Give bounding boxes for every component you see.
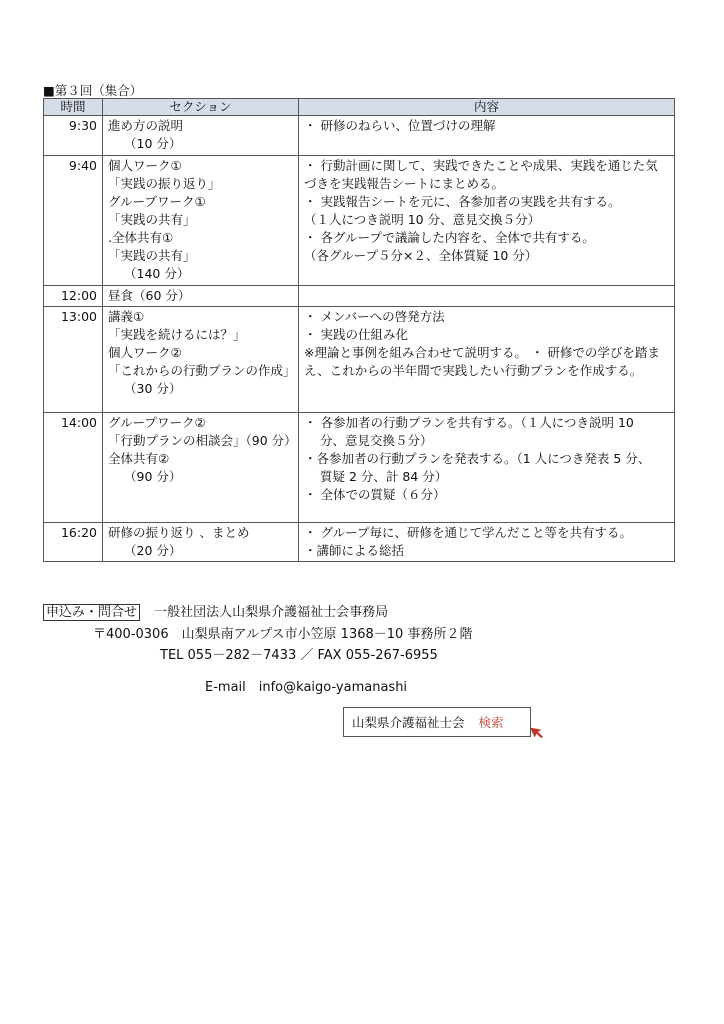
schedule-table [43, 98, 675, 562]
contact-line [43, 602, 388, 623]
row-time: 9:30 [44, 116, 103, 156]
section-line: （30 分） [124, 381, 182, 396]
section-line: （10 分） [124, 136, 182, 151]
section-line: （90 分） [124, 469, 182, 484]
section-line: 「実践の共有」 [108, 248, 196, 263]
row-time: 9:40 [44, 156, 103, 286]
row-time: 16:20 [44, 523, 103, 562]
row-section [103, 307, 299, 413]
row-section [103, 156, 299, 286]
content-line: ・ グループ毎に、研修を通じて学んだこと等を共有する。 [304, 525, 632, 540]
section-line: 「行動プランの相談会」（90 分） [108, 433, 297, 448]
pointer-cursor-icon [530, 722, 550, 745]
header-content: 内容 [299, 99, 675, 116]
row-content [299, 523, 675, 562]
content-line: ・ 各参加者の行動プランを共有する。（１人につき説明 10 [304, 415, 634, 430]
content-line: ※理論と事例を組み合わせて説明する。 ・ 研修での学びを踏まえ、これからの半年間で実践したい行動プランを作成する。 [304, 345, 660, 378]
table-header-row [44, 99, 675, 116]
content-line: ・ 研修のねらい、位置づけの理解 [304, 118, 496, 133]
section-line: 「これからの行動プランの作成」 [108, 363, 296, 378]
row-content [299, 286, 675, 307]
row-content [299, 116, 675, 156]
row-content [299, 156, 675, 286]
content-line: ・ 全体での質疑（６分） [304, 487, 446, 502]
section-title: ■第３回（集合） [43, 83, 143, 98]
section-line: 「実践を続けるには？」 [108, 327, 246, 342]
header-time: 時間 [44, 99, 103, 116]
section-line: 個人ワーク② [108, 345, 182, 360]
table-row [44, 307, 675, 413]
section-line: （20 分） [124, 543, 182, 558]
section-line: （140 分） [124, 266, 190, 281]
table-row [44, 156, 675, 286]
row-time: 12:00 [44, 286, 103, 307]
section-line: 「実践の振り返り」 [108, 176, 221, 191]
section-line: 「実践の共有」 [108, 212, 196, 227]
row-section [103, 286, 299, 307]
content-line: （１人につき説明 10 分、意見交換５分） [304, 212, 541, 227]
content-line: 質疑 2 分、計 84 分） [320, 469, 448, 484]
section-line: グループワーク① [108, 194, 206, 209]
row-section [103, 413, 299, 523]
contact-email[interactable]: E-mail info@kaigo-yamanashi [205, 680, 408, 695]
content-line: ・ 各グループで議論した内容を、全体で共有する。 [304, 230, 595, 245]
row-content [299, 413, 675, 523]
content-line: ・ 実践報告シートを元に、各参加者の実践を共有する。 [304, 194, 621, 209]
contact-label: 申込み・問合せ [43, 604, 140, 621]
content-line: ・ 実践の仕組み化 [304, 327, 408, 342]
content-line: ・ メンバーへの啓発方法 [304, 309, 445, 324]
section-line: グループワーク② [108, 415, 206, 430]
table-row [44, 286, 675, 307]
row-section [103, 116, 299, 156]
row-section [103, 523, 299, 562]
section-line: 全体共有② [108, 451, 170, 466]
search-query[interactable]: 山梨県介護福祉士会 [352, 715, 465, 730]
content-line: ・各参加者の行動プランを発表する。（1 人につき発表 5 分、 [304, 451, 651, 466]
contact-tel-fax: TEL 055－282－7433 ／ FAX 055-267-6955 [160, 648, 438, 663]
row-time: 13:00 [44, 307, 103, 413]
row-time: 14:00 [44, 413, 103, 523]
content-line: （各グループ５分×２、全体質疑 10 分） [304, 248, 538, 263]
table-row [44, 413, 675, 523]
header-section: セクション [103, 99, 299, 116]
content-line: ・講師による総括 [304, 543, 405, 558]
search-box[interactable] [343, 707, 531, 737]
content-line: 分、意見交換５分） [320, 433, 433, 448]
section-line: .全体共有① [108, 230, 174, 245]
section-line: 昼食（60 分） [108, 288, 191, 303]
content-line: ・ 行動計画に関して、実践できたことや成果、実践を通じた気づきを実践報告シートにまとめる。 [304, 158, 658, 191]
row-content [299, 307, 675, 413]
section-line: 個人ワーク① [108, 158, 182, 173]
search-button[interactable]: 検索 [478, 715, 504, 730]
table-row [44, 116, 675, 156]
contact-org: 一般社団法人山梨県介護福祉士会事務局 [154, 605, 389, 620]
contact-address: 〒400-0306 山梨県南アルプス市小笠原 1368－10 事務所２階 [93, 627, 473, 642]
section-line: 進め方の説明 [108, 118, 184, 133]
table-row [44, 523, 675, 562]
section-line: 研修の振り返り 、まとめ [108, 525, 250, 540]
section-line: 講義① [108, 309, 145, 324]
